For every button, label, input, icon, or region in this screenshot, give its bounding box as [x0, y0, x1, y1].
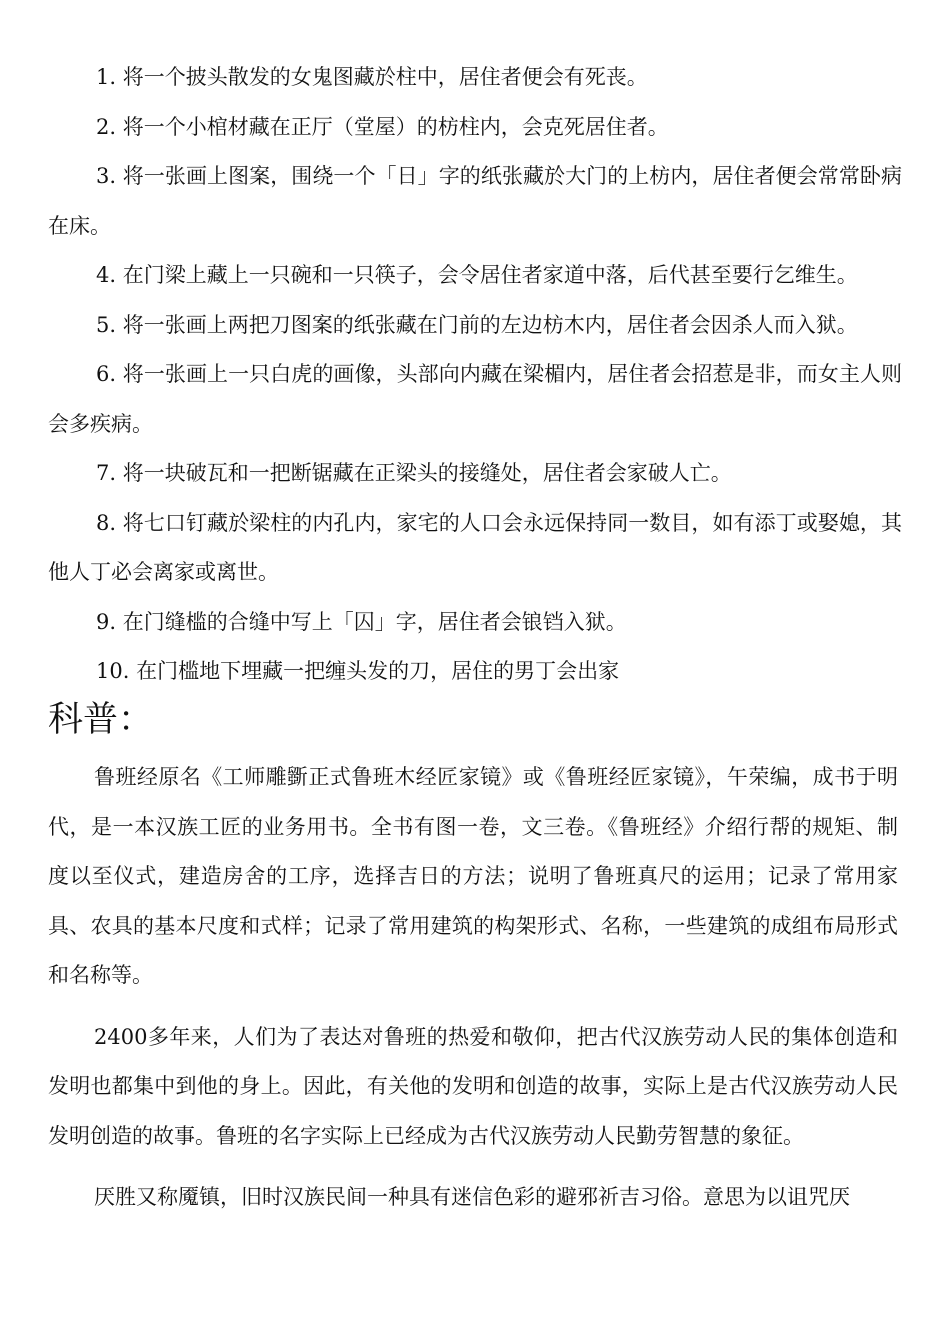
paragraph-luban-legacy: 2400多年来，人们为了表达对鲁班的热爱和敬仰，把古代汉族劳动人民的集体创造和发明也都集中到他的身上。因此，有关他的发明和创造的故事，实际上是古代汉族劳动人民发明创造的故事。鲁班的名字实际上已经成为古代汉族劳动人民勤劳智慧的象征。 — [48, 1024, 898, 1148]
list-item: 9. 在门缝槛的合缝中写上「囚」字，居住者会锒铛入狱。 — [96, 609, 627, 634]
list-item: 7. 将一块破瓦和一把断锯藏在正梁头的接缝处，居住者会家破人亡。 — [96, 461, 732, 485]
paragraph-yansheng: 厌胜又称魇镇，旧时汉族民间一种具有迷信色彩的避邪祈吉习俗。意思为以诅咒厌 — [94, 1185, 850, 1209]
list-item: 3. 将一张画上图案，围绕一个「日」字的纸张藏於大门的上枋内，居住者便会常常卧病在床。 — [48, 164, 902, 238]
list-item: 10. 在门槛地下埋藏一把缠头发的刀，居住的男丁会出家 — [96, 659, 620, 683]
list-item: 4. 在门梁上藏上一只碗和一只筷子，会令居住者家道中落，后代甚至要行乞维生。 — [96, 263, 858, 287]
list-item: 8. 将七口钉藏於梁柱的内孔内，家宅的人口会永远保持同一数目，如有添丁或娶媳，其他人丁必会离家或离世。 — [48, 510, 902, 584]
list-item: 2. 将一个小棺材藏在正厅（堂屋）的枋柱内，会克死居住者。 — [96, 114, 669, 139]
paragraph-luban-jing: 鲁班经原名《工师雕斵正式鲁班木经匠家镜》或《鲁班经匠家镜》，午荣编，成书于明代，是一本汉族工匠的业务用书。全书有图一卷，文三卷。《鲁班经》介绍行帮的规矩、制度以至仪式，建造房舍的工序，选择吉日的方法；说明了鲁班真尺的运用；记录了常用家具、农具的基本尺度和式样；记录了常用建筑的构架形式、名称，一些建筑的成组布局形式和名称等。 — [48, 765, 898, 987]
list-item: 1. 将一个披头散发的女鬼图藏於柱中，居住者便会有死丧。 — [96, 65, 648, 89]
list-item: 6. 将一张画上一只白虎的画像，头部向内藏在梁楣内，居住者会招惹是非，而女主人则会多疾病。 — [48, 362, 902, 436]
article-body — [0, 753, 950, 1235]
list-item: 5. 将一张画上两把刀图案的纸张藏在门前的左边枋木内，居住者会因杀人而入狱。 — [96, 312, 858, 337]
numbered-list — [0, 53, 950, 697]
section-heading: 科普： — [48, 700, 154, 740]
